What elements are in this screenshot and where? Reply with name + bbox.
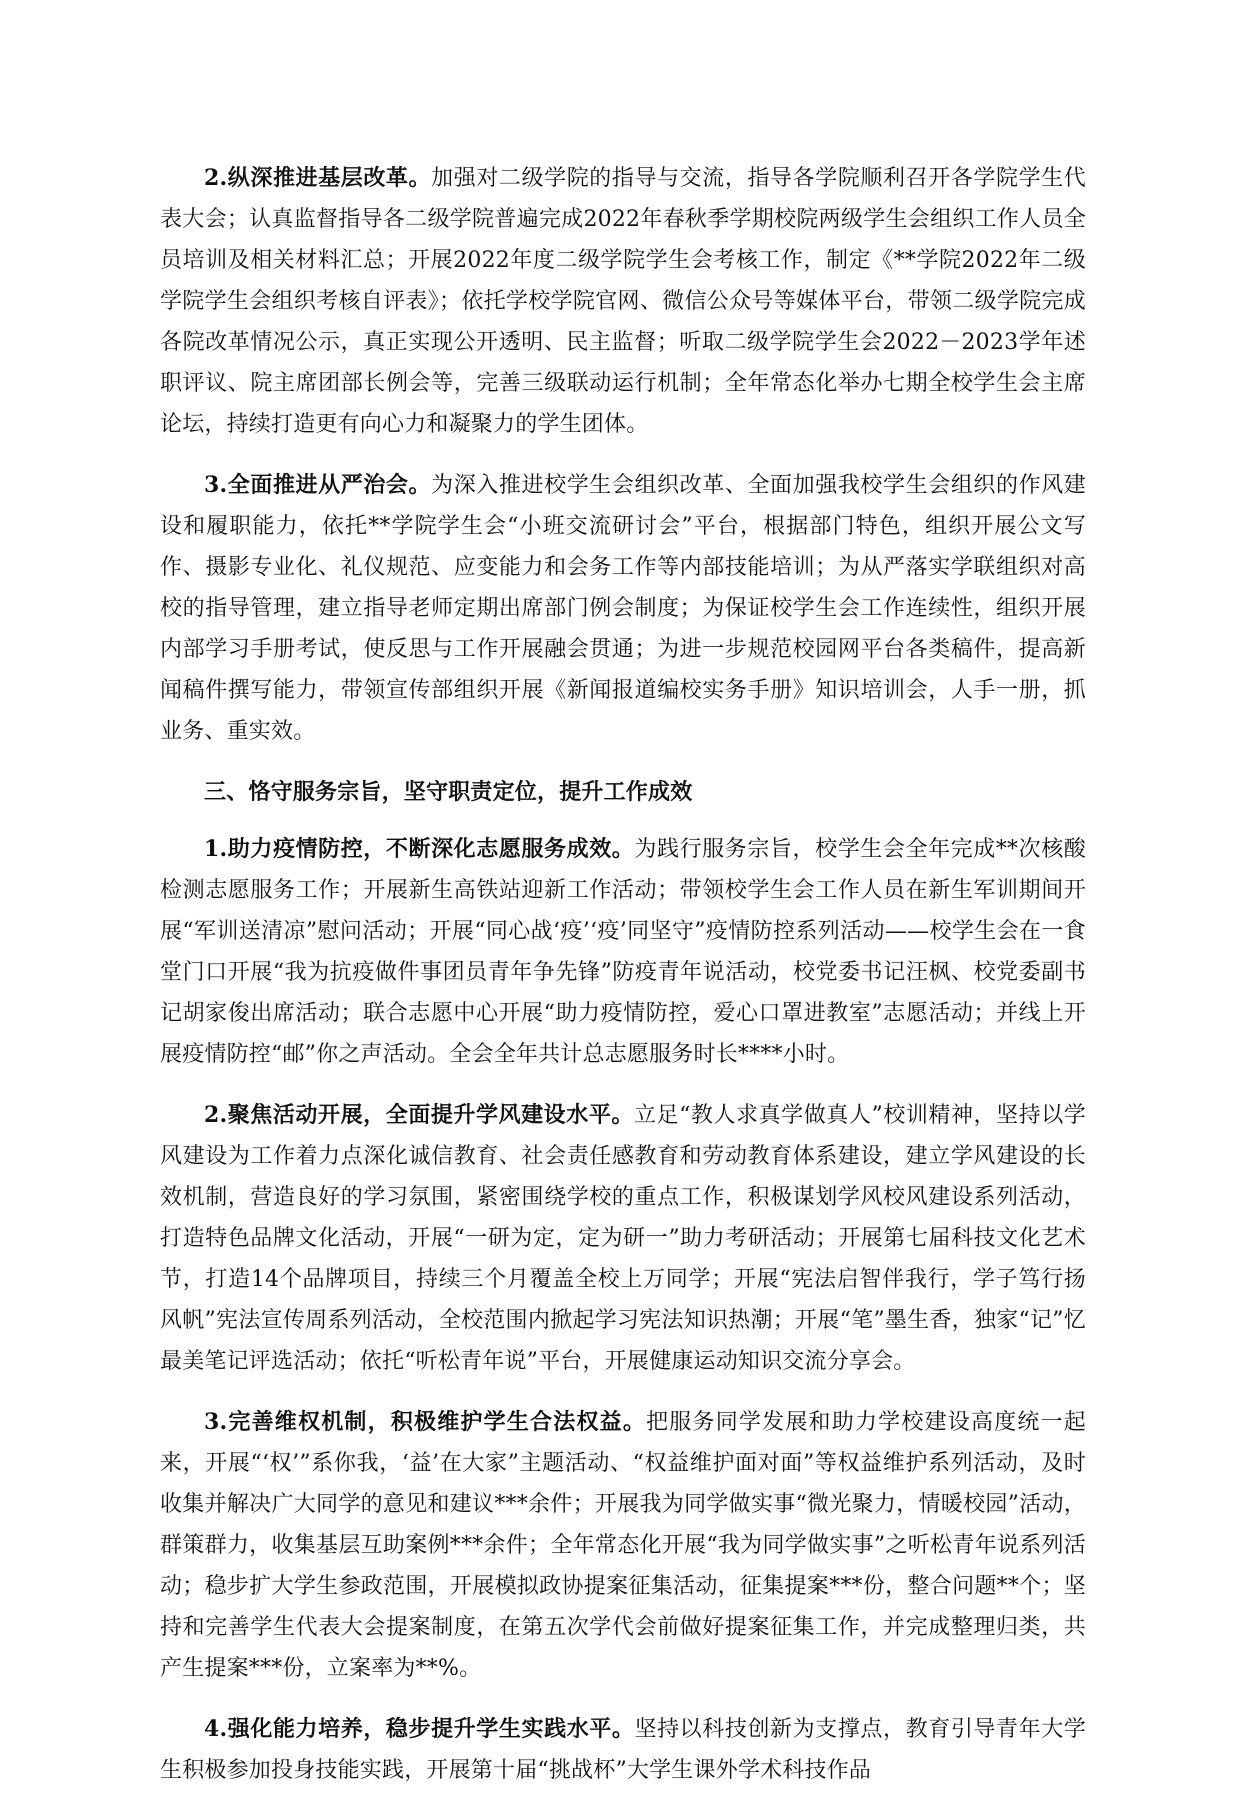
paragraph-body: 为践行服务宗旨，校学生会全年完成**次核酸检测志愿服务工作；开展新生高铁站迎新工作活动；带领校学生会工作人员在新生军训期间开展“军训送清凉”慰问活动；开展“同心战‘疫’‘疫’同坚守”疫情防控系列活动——校学生会在一食堂门口开展“我为抗疫做件事团员青年争先锋”防疫青年说活动，校党委书记汪枫、校党委副书记胡家俊出席活动；联合志愿中心开展“助力疫情防控，爱心口罩进教室”志愿活动；并线上开展疫情防控“邮”你之声活动。全会全年共计总志愿服务时长****小时。 — [160, 837, 1087, 1067]
paragraph-body: 为深入推进校学生会组织改革、全面加强我校学生会组织的作风建设和履职能力，依托**学院学生会“小班交流研讨会”平台，根据部门特色，组织开展公文写作、摄影专业化、礼仪规范、应变能力和会务工作等内部技能培训；为从严落实学联组织对高校的指导管理，建立指导老师定期出席部门例会制度；为保证校学生会工作连续性，组织开展内部学习手册考试，使反思与工作开展融会贯通；为进一步规范校园网平台各类稿件，提高新闻稿件撰写能力，带领宣传部组织开展《新闻报道编校实务手册》知识培训会，人手一册，抓业务、重实效。 — [160, 473, 1086, 744]
paragraph-grassroots-reform — [160, 158, 1086, 445]
paragraph-lead: 2.纵深推进基层改革。 — [204, 165, 432, 191]
paragraph-lead: 3.完善维权机制，积极维护学生合法权益。 — [204, 1409, 647, 1435]
paragraph-epidemic-volunteer — [160, 829, 1086, 1075]
paragraph-study-style — [160, 1095, 1086, 1382]
paragraph-rights-protection — [160, 1402, 1086, 1689]
paragraph-body: 坚持以科技创新为支撑点，教育引导青年大学生积极参加投身技能实践，开展第十届“挑战杯”大学生课外学术科技作品 — [160, 1717, 1086, 1783]
paragraph-body: 立足“教人求真学做真人”校训精神，坚持以学风建设为工作着力点深化诚信教育、社会责任感教育和劳动教育体系建设，建立学风建设的长效机制，营造良好的学习氛围，紧密围绕学校的重点工作，积极谋划学风校风建设系列活动，打造特色品牌文化活动，开展“一研为定，定为研一”助力考研活动；开展第七届科技文化艺术节，打造14个品牌项目，持续三个月覆盖全校上万同学；开展“宪法启智伴我行，学子笃行扬风帆”宪法宣传周系列活动，全校范围内掀起学习宪法知识热潮；开展“笔”墨生香，独家“记”忆最美笔记评选活动；依托“听松青年说”平台，开展健康运动知识交流分享会。 — [160, 1103, 1086, 1374]
document-body — [160, 158, 1086, 1811]
paragraph-lead: 4.强化能力培养，稳步提升学生实践水平。 — [204, 1716, 635, 1742]
section-heading: 三、恪守服务宗旨，坚守职责定位，提升工作成效 — [204, 779, 693, 805]
paragraph-lead: 3.全面推进从严治会。 — [204, 472, 432, 498]
paragraph-strict-governance — [160, 465, 1086, 752]
paragraph-body: 把服务同学发展和助力学校建设高度统一起来，开展“‘权’”系你我，‘益’在大家”主题活动、“权益维护面对面”等权益维护系列活动，及时收集并解决广大同学的意见和建议***余件；开展我为同学做实事“微光聚力，情暖校园”活动，群策群力，收集基层互助案例***余件；全年常态化开展“我为同学做实事”之听松青年说系列活动；稳步扩大学生参政范围，开展模拟政协提案征集活动，征集提案***份，整合问题**个；坚持和完善学生代表大会提案制度，在第五次学代会前做好提案征集工作，并完成整理归类，共产生提案***份，立案率为**%。 — [160, 1410, 1087, 1681]
paragraph-body: 加强对二级学院的指导与交流，指导各学院顺利召开各学院学生代表大会；认真监督指导各二级学院普遍完成2022年春秋季学期校院两级学生会组织工作人员全员培训及相关材料汇总；开展2022年度二级学院学生会考核工作，制定《**学院2022年二级学院学生会组织考核自评表》；依托学校学院官网、微信公众号等媒体平台，带领二级学院完成各院改革情况公示，真正实现公开透明、民主监督；听取二级学院学生会2022－2023学年述职评议、院主席团部长例会等，完善三级联动运行机制；全年常态化举办七期全校学生会主席论坛，持续打造更有向心力和凝聚力的学生团体。 — [160, 166, 1086, 437]
paragraph-lead: 1.助力疫情防控，不断深化志愿服务成效。 — [204, 836, 635, 862]
paragraph-practice-ability — [160, 1709, 1086, 1791]
paragraph-lead: 2.聚焦活动开展，全面提升学风建设水平。 — [204, 1102, 634, 1128]
